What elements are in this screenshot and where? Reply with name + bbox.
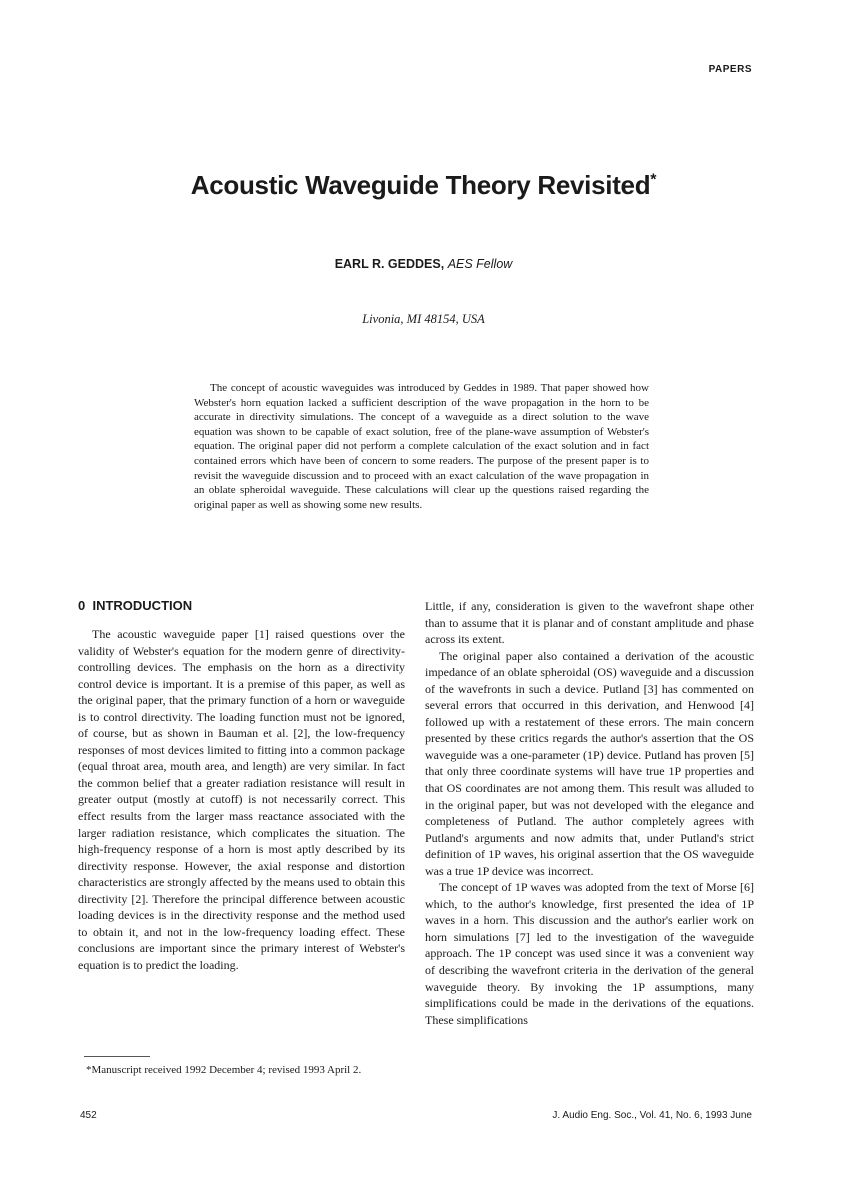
footnote-rule [84,1056,150,1057]
section-tag: PAPERS [708,64,752,75]
section-number: 0 [78,598,86,613]
title-text: Acoustic Waveguide Theory Revisited [190,170,651,200]
author-location: Livonia, MI 48154, USA [362,312,485,326]
paragraph: The concept of 1P waves was adopted from the text of Morse [6] which, to the author's knowledge, first presented the idea of 1P waves in a horn. This discussion and the author's earlier work on horn simulations [7] led to the investigation of the waveguide approach. The 1P concept was used since it was a convenient way of describing the wavefront criteria in the derivation of the general waveguide theory. By invoking the 1P assumptions, many simplifications could be made in the derivations of the equations. These simplifications [425,880,754,1027]
paper-title [0,170,847,201]
title-footnote-mark: * [650,171,657,189]
left-column [78,598,405,973]
journal-citation: J. Audio Eng. Soc., Vol. 41, No. 6, 1993 June [552,1110,752,1121]
paragraph: The original paper also contained a derivation of the acoustic impedance of an oblate spheroidal (OS) waveguide and a discussion of the wavefronts in such a device. Putland [3] has commented on several errors that occurred in this derivation, and Henwood [4] followed up with a restatement of these errors. The main concern presented by these critics regards the author's assertion that the OS waveguide was a one-parameter (1P) device. Putland has proven [5] that only three coordinate systems will have true 1P properties and that OS coordinates are not among them. This result was alluded to in the original paper, but was not developed with the elegance and completeness of Putland. The author completely agrees with Putland's arguments and now admits that, under Putland's strict definition of 1P waves, his original assertion that the OS waveguide was a true 1P device was incorrect. [425,648,754,878]
section-heading [78,598,405,614]
paragraph: Little, if any, consideration is given to the wavefront shape other than to assume that it is planar and of constant amplitude and phase across its extent. [425,599,754,647]
author-affiliation: AES Fellow [447,257,513,271]
footnote: *Manuscript received 1992 December 4; revised 1993 April 2. [86,1064,362,1076]
author-name: EARL R. GEDDES, [334,257,445,271]
page-number: 452 [80,1110,97,1121]
paragraph: The acoustic waveguide paper [1] raised questions over the validity of Webster's equation for the modern genre of directivity-controlling devices. The emphasis on the horn as a directivity control device is important. It is a premise of this paper, as well as the original paper, that the primary function of a horn or waveguide is to control directivity. The loading function must not be ignored, of course, but as shown in Bauman et al. [2], the low-frequency responses of most devices limited to fitting into a common package (equal throat area, mouth area, and length) are very similar. In fact the common belief that a greater radiation resistance will result in greater output (mostly at cutoff) is not necessarily correct. This effect results from the larger mass reactance associated with the larger radiation resistance, which complicates the situation. The high-frequency response of a horn is most aptly described by its directivity response. However, the axial response and distortion characteristics are strongly affected by the means used to obtain this directivity [2]. Therefore the principal difference between acoustic loading devices is in the directivity response and the method used to obtain it, and not in the low-frequency loading effect. These conclusions are important since the primary interest of Webster's equation is to predict the loading. [78,627,405,972]
right-column [425,598,754,1028]
author-line [0,257,847,271]
abstract: The concept of acoustic waveguides was introduced by Geddes in 1989. That paper showed how Webster's horn equation lacked a sufficient description of the wave propagation in the horn to be accurate in directivity simulations. The concept of a waveguide as a direct solution to the wave equation was shown to be capable of exact solution, free of the plane-wave assumption of Webster's equation. The original paper did not perform a complete calculation of the exact solution and in fact contained errors which have been of concern to some readers. The purpose of the present paper is to revisit the waveguide discussion and to proceed with an exact calculation of the wave propagation in an oblate spheroidal waveguide. These calculations will clear up the questions raised regarding the original paper as well as showing some new results. [194,382,649,511]
section-title: INTRODUCTION [92,598,193,613]
